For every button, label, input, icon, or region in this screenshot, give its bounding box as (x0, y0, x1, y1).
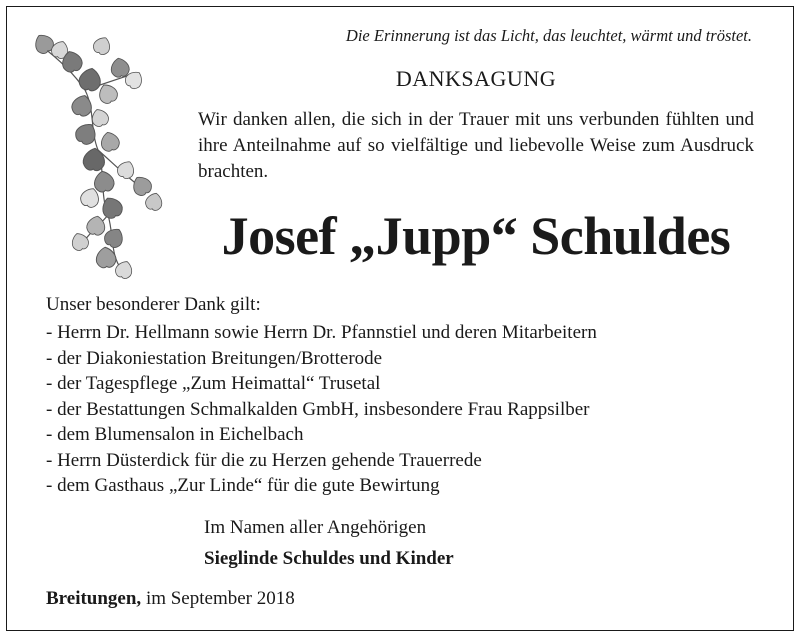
list-item: - dem Blumensalon in Eichelbach (46, 424, 304, 445)
list-item: - der Diakoniestation Breitungen/Brotterode (46, 347, 383, 369)
list-item: - Herrn Dr. Hellmann sowie Herrn Dr. Pfannstiel und deren Mitarbeitern (46, 322, 597, 343)
page-title: DANKSAGUNG (395, 66, 557, 91)
deceased-name: Josef „Jupp“ Schuldes (221, 206, 731, 266)
list-item: - Herrn Düsterdick für die zu Herzen gehende Trauerrede (46, 449, 482, 471)
intro-paragraph: Wir danken allen, die sich in der Trauer mit uns verbunden fühlten und ihre Anteilnahme auf so vielfältige und liebevolle Weise zum Ausdruck brachten. (198, 109, 754, 182)
place-date (46, 588, 295, 610)
place-name: Breitungen, (46, 588, 142, 609)
ivy-vine-icon (30, 30, 170, 280)
signoff-line: Im Namen aller Angehörigen (204, 517, 427, 538)
thanks-list (46, 320, 597, 499)
list-item: - dem Gasthaus „Zur Linde“ für die gute Bewirtung (46, 475, 440, 496)
date-text: im September 2018 (141, 588, 295, 609)
thanks-intro: Unser besonderer Dank gilt: (46, 294, 261, 315)
signature: Sieglinde Schuldes und Kinder (204, 548, 454, 569)
list-item: - der Bestattungen Schmalkalden GmbH, insbesondere Frau Rappsilber (46, 398, 590, 420)
list-item: - der Tagespflege „Zum Heimattal“ Trusetal (46, 373, 381, 394)
motto-quote: Die Erinnerung ist das Licht, das leuchtet, wärmt und tröstet. (345, 26, 752, 45)
signoff-block (204, 512, 454, 574)
